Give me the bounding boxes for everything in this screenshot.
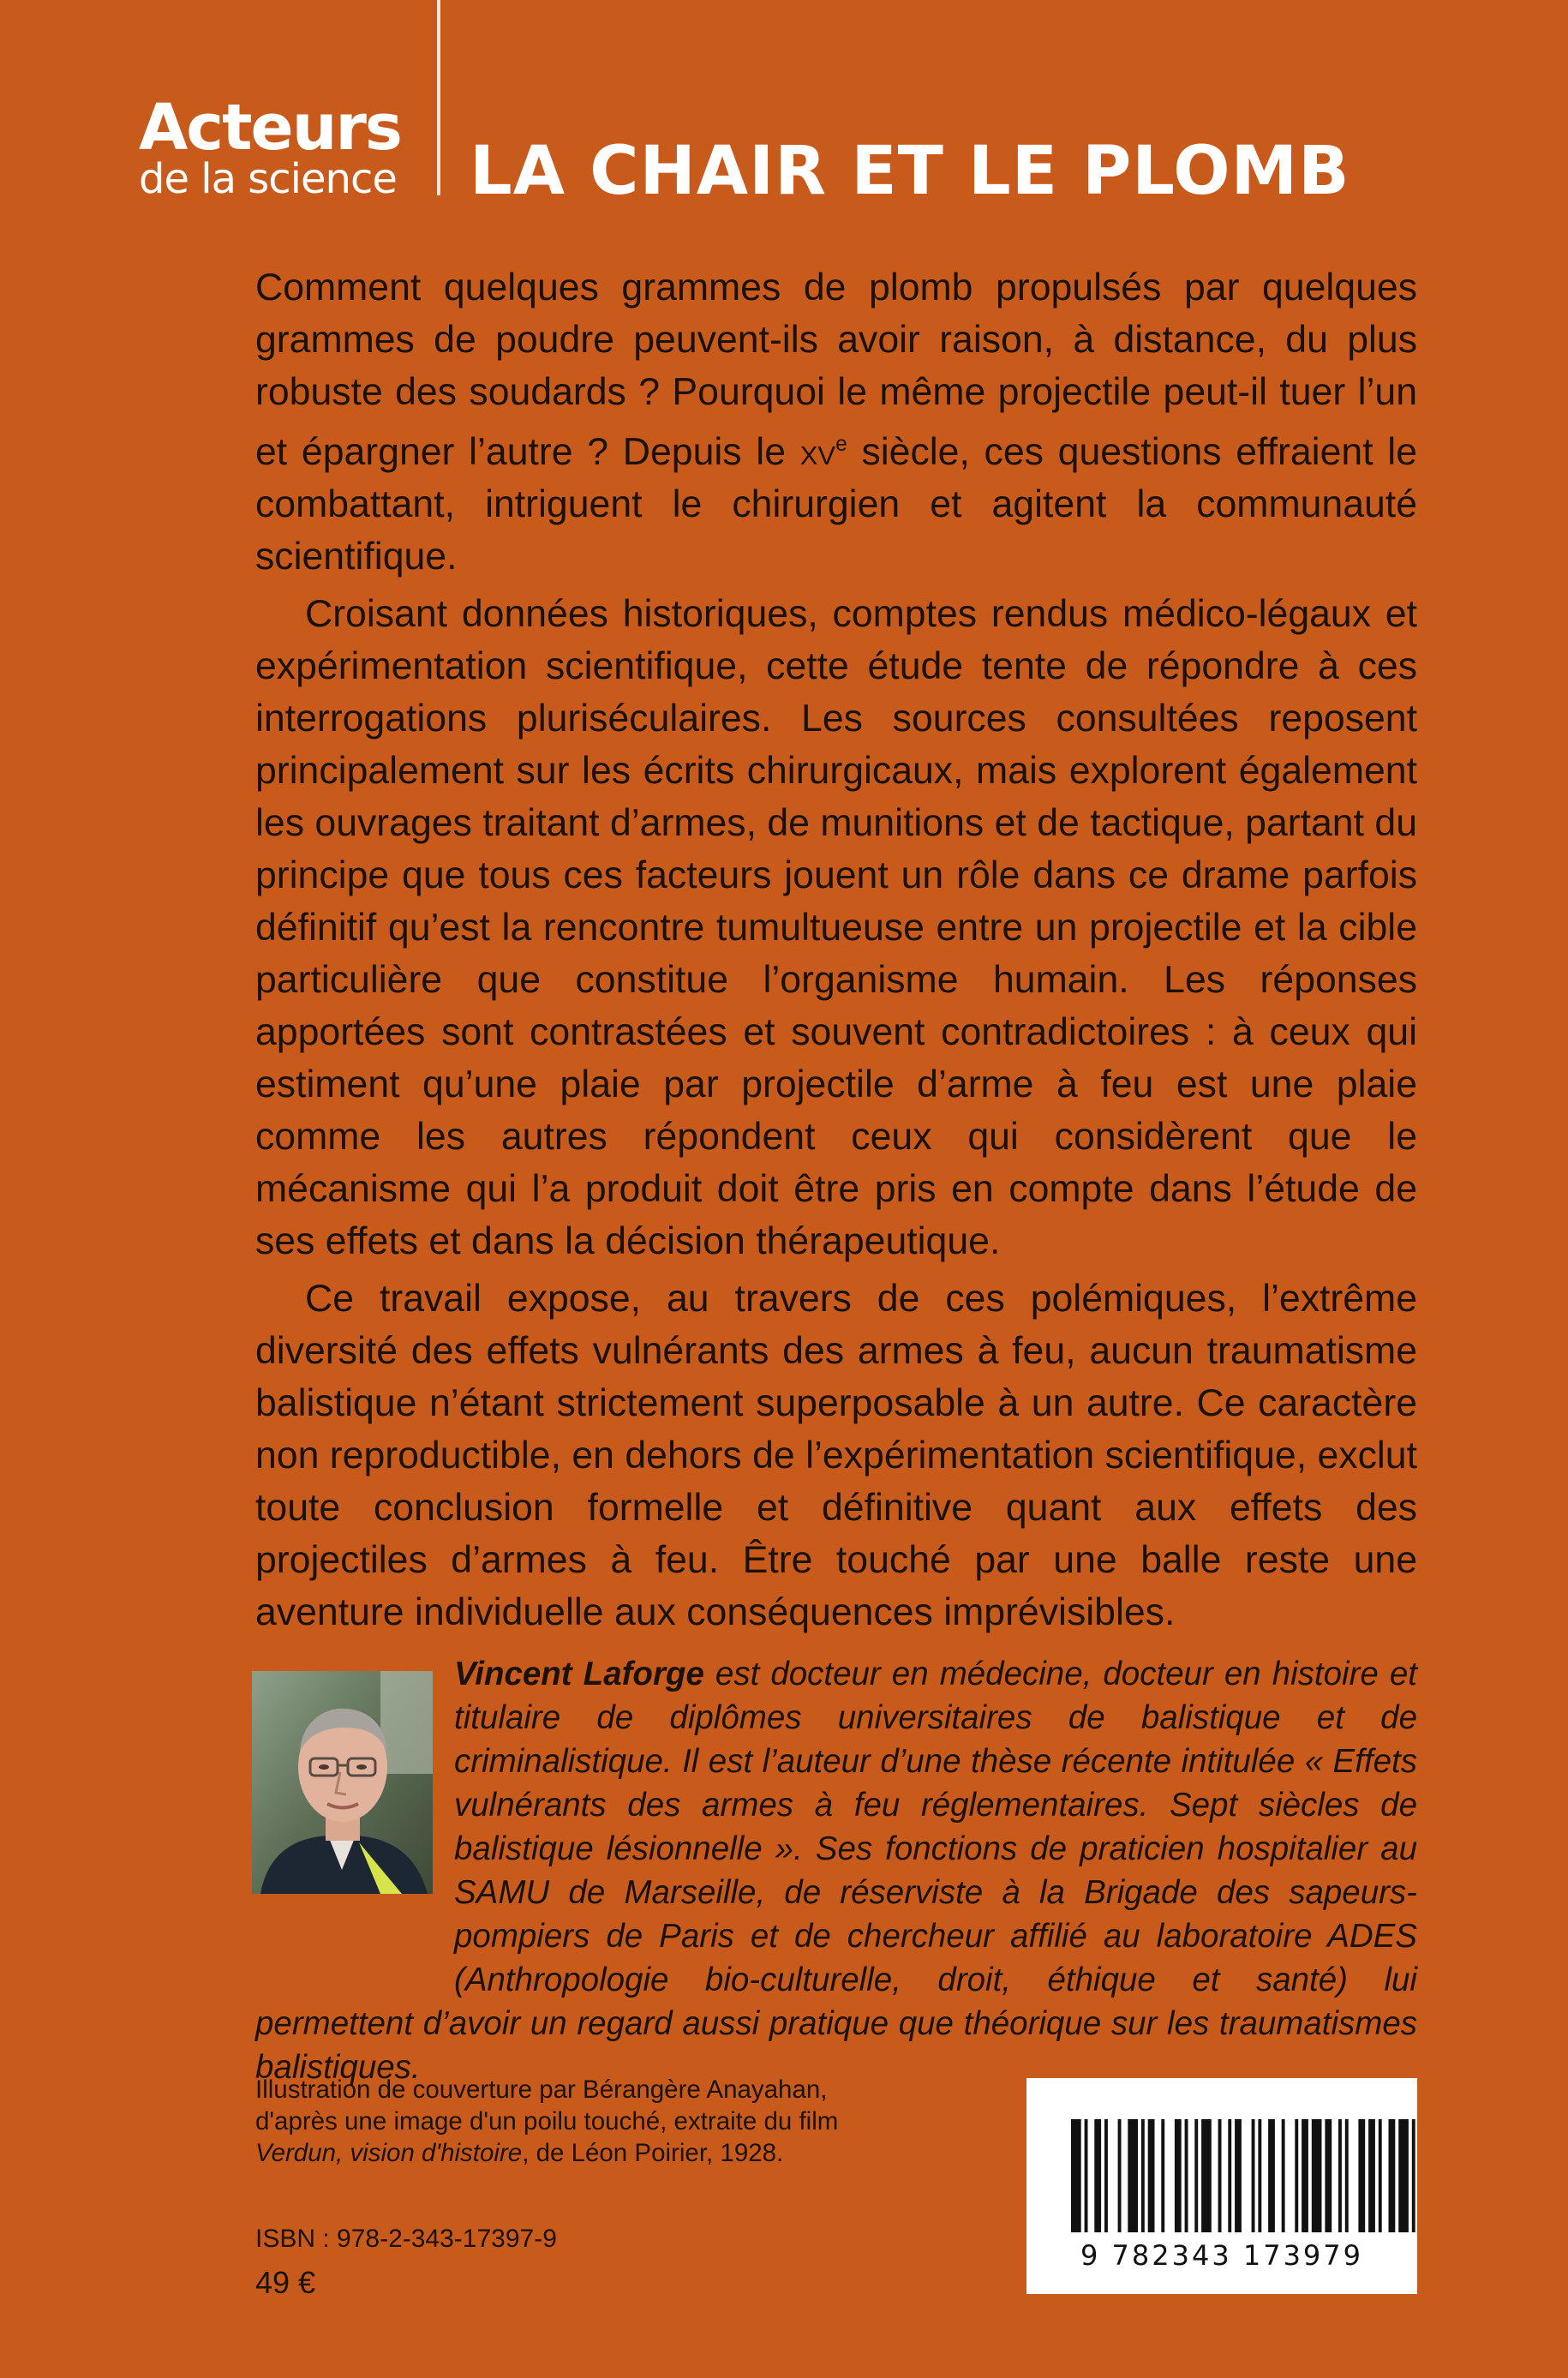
barcode-bar [1094, 2119, 1101, 2232]
barcode-bar [1268, 2119, 1275, 2232]
barcode-bar [1071, 2119, 1081, 2232]
barcode-bar [1358, 2119, 1365, 2232]
cover-credit-line3 [255, 2137, 941, 2169]
cover-credit [255, 2074, 941, 2169]
series-logo [139, 91, 401, 203]
barcode-bar [1295, 2119, 1298, 2232]
barcode-bar [1228, 2119, 1231, 2232]
barcode-bar [1085, 2119, 1088, 2232]
barcode-number: 9 782343 173979 [1080, 2239, 1363, 2272]
barcode-bar [1104, 2119, 1108, 2232]
film-title: Verdun, vision d'histoire [255, 2139, 523, 2167]
barcode-bar [1302, 2119, 1308, 2232]
barcode-bar [1118, 2119, 1122, 2232]
barcode-bar [1185, 2119, 1188, 2232]
barcode [1026, 2078, 1417, 2294]
barcode-bar [1235, 2119, 1242, 2232]
series-logo-line2: de la science [139, 155, 397, 203]
author-name: Vincent Laforge [454, 1656, 704, 1692]
cover-credit-line2: d'après une image d'un poilu touché, extraite du film [255, 2107, 839, 2135]
barcode-bar [1218, 2119, 1222, 2232]
barcode-bar [1175, 2119, 1182, 2232]
barcode-bar [1194, 2119, 1198, 2232]
series-logo-line1: Acteurs [139, 91, 401, 165]
barcode-bar [1389, 2119, 1396, 2232]
summary-paragraph-1: Comment quelques grammes de plomb propulsés par quelques grammes de poudre peuvent-ils avoir raison, à distance, du plus robuste des soudards ? Pourquoi le même projectile peut-il tuer l’un et épargner l’autre ? Depuis le $xv^e$ siècle, ces questions effraient le combattant, intriguent le chirurgien et agitent la communauté scientifique. [255, 267, 1418, 578]
cover-credit-line3-rest: , de Léon Poirier, 1928. [522, 2139, 784, 2167]
barcode-bar [1325, 2119, 1332, 2232]
isbn: ISBN : 978-2-343-17397-9 [255, 2225, 557, 2253]
barcode-bar [1258, 2119, 1261, 2232]
author-bio-text: est docteur en médecine, docteur en histoire et titulaire de diplômes universitaires de balistique et de criminalistique. Il est l’auteur d’une thèse récente intitulée « Effets vulnérants des armes à feu réglementaires. Sept siècles de balistique lésionnelle ». Ses fonctions de praticien hospitalier au SAMU de Marseille, de réserviste à la Brigade des sapeurs-pompiers de Paris et de chercheur affilié au laboratoire ADES (Anthropologie bio-culturelle, droit, éthique et santé) lui permettent d’avoir un regard aussi pratique que théorique sur les traumatismes balistiques. [255, 1656, 1417, 2086]
barcode-bar [1141, 2119, 1145, 2232]
barcode-bars [1026, 2078, 1417, 2241]
price: 49 € [255, 2265, 316, 2300]
cover-credit-line1: Illustration de couverture par Bérangère Anayahan, [255, 2076, 828, 2104]
book-title: LA CHAIR ET LE PLOMB [470, 133, 1350, 210]
barcode-bar [1201, 2119, 1212, 2232]
barcode-bar [1412, 2119, 1415, 2232]
summary-paragraph-2: Croisant données historiques, comptes rendus médico-légaux et expérimentation scientifique, cette étude tente de répondre à ces interrogations pluriséculaires. Les sources consultées reposent principalement sur les écrits chirurgicaux, mais explorent également les ouvrages traitant d’armes, de munitions et de tactique, partant du principe que tous ces facteurs jouent un rôle dans ce drame parfois définitif qu’est la rencontre tumultueuse entre un projectile et la cible particulière que constitue l’organisme humain. Les réponses apportées sont contrastées et souvent contradictoires : à ceux qui estiment qu’une plaie par projectile d’arme à feu est une plaie comme les autres répondent ceux qui considèrent que le mécanisme qui l’a produit doit être pris en compte dans l’étude de ses effets et dans la décision thérapeutique. [255, 592, 1417, 1262]
barcode-bar [1345, 2119, 1349, 2232]
barcode-bar [1398, 2119, 1409, 2232]
header-divider [437, 0, 440, 195]
barcode-bar [1379, 2119, 1382, 2232]
author-bio [255, 1652, 1417, 2089]
author-photo-spacer [255, 1652, 454, 1961]
summary-text [255, 261, 1417, 1644]
barcode-bar [1148, 2119, 1155, 2232]
barcode-bar [1282, 2119, 1285, 2232]
barcode-bar [1128, 2119, 1138, 2232]
barcode-bar [1252, 2119, 1255, 2232]
barcode-bar [1312, 2119, 1322, 2232]
barcode-bar [1338, 2119, 1342, 2232]
barcode-bar [1161, 2119, 1164, 2232]
summary-paragraph-3: Ce travail expose, au travers de ces polémiques, l’extrême diversité des effets vulnérants des armes à feu, aucun traumatisme balistique n’étant strictement superposable à un autre. Ce caractère non reproductible, en dehors de l’expérimentation scientifique, exclut toute conclusion formelle et définitive quant aux effets des projectiles d’armes à feu. Être touché par une balle reste une aventure individuelle aux conséquences imprévisibles. [255, 1277, 1417, 1633]
barcode-bar [1368, 2119, 1375, 2232]
